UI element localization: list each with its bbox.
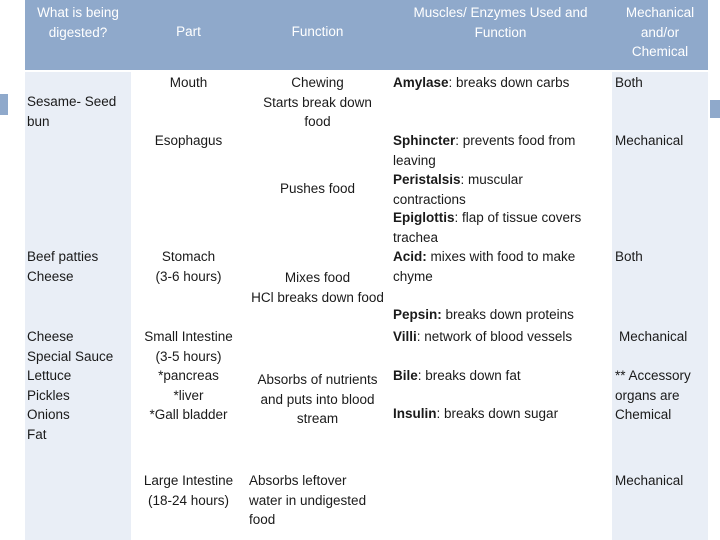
right-edge-marker [710,100,720,118]
insulin-text: : breaks down sugar [436,406,559,421]
part-large-intestine [131,471,246,510]
sphincter-label: Sphincter [393,133,456,148]
function-mixes-food: Mixes food [284,270,351,285]
food-beef-patties: Beef patties [27,249,99,264]
function-water-undigested: water in undigested [249,492,367,508]
part-small-intestine-time: (3-5 hours) [155,348,222,364]
food-onions: Onions [27,407,70,422]
acid-label: Acid: [393,249,427,264]
epiglottis-label: Epiglottis [393,210,455,225]
header-mech [612,0,708,70]
part-small-intestine [131,327,246,425]
part-liver: *liver [173,387,204,403]
bile-label: Bile [393,368,418,383]
food-cheese-2: Cheese [27,329,74,344]
part-esophagus [131,131,246,151]
header-part-text: Part [176,24,201,39]
function-small-intestine [246,370,389,429]
part-stomach [131,247,246,286]
enzyme-peristalsis [393,170,563,209]
mech-small-intestine-text: Mechanical [619,329,688,344]
bile-text: : breaks down fat [417,368,521,383]
mech-accessory-organs [615,366,707,425]
function-absorbs-leftover: Absorbs leftover [249,473,347,488]
mech-esophagus [615,131,707,151]
enzyme-acid [393,247,609,286]
function-mouth [246,73,389,132]
mech-mouth [615,73,707,93]
enzyme-epiglottis [393,208,609,247]
part-stomach-time: (3-6 hours) [155,268,222,284]
function-pushes-food: Pushes food [279,181,356,196]
amylase-text: : breaks down carbs [448,75,570,90]
function-chewing: Chewing [291,75,344,90]
peristalsis-label: Peristalsis [393,172,461,187]
villi-label: Villi [393,329,417,344]
function-esophagus [246,179,389,199]
enzyme-bile [393,366,609,386]
food-lettuce: Lettuce [27,368,72,383]
mech-mouth-text: Both [615,75,643,90]
header-part [131,0,246,70]
enzyme-insulin [393,404,609,424]
enzyme-amylase [393,73,609,93]
left-edge-marker [0,94,8,115]
food-special-sauce: Special Sauce [27,348,114,364]
part-gall-bladder: *Gall bladder [149,407,228,422]
sphincter-text: : prevents food from leaving [393,133,576,168]
pepsin-label: Pepsin: [393,307,442,322]
part-large-intestine-name: Large Intestine [143,473,234,488]
function-puts-into-blood: and puts into blood [260,391,375,407]
part-small-intestine-name: Small Intestine [144,329,233,344]
insulin-label: Insulin [393,406,437,421]
part-mouth [131,73,246,93]
villi-text: : network of blood vessels [416,329,573,344]
header-muscles [389,0,612,70]
header-what-text: What is being digested? [37,5,119,40]
function-large-intestine [249,471,389,530]
food-fat: Fat [27,426,47,442]
header-mech-text: Mechanical and/or Chemical [625,5,695,59]
function-absorbs-nutrients: Absorbs of nutrients [257,372,378,387]
food-sesame-seed-bun [27,92,137,131]
mech-stomach-text: Both [615,249,643,264]
food-pickles: Pickles [27,387,70,403]
enzyme-villi [393,327,609,347]
food-beef-cheese [27,247,131,286]
mech-large-intestine [615,471,707,491]
mech-small-intestine [619,327,707,347]
part-mouth-text: Mouth [169,75,208,90]
food-cheese-1: Cheese [27,268,74,284]
amylase-label: Amylase [393,75,449,90]
header-function [246,0,389,70]
acid-text: mixes with food to make chyme [393,249,576,284]
food-burger-toppings [27,327,131,444]
epiglottis-text: : flap of tissue covers trachea [393,210,582,245]
function-stream: stream [296,411,339,426]
mech-accessory: ** Accessory [615,368,691,383]
mech-large-intestine-text: Mechanical [615,473,684,488]
part-large-intestine-time: (18-24 hours) [147,492,230,508]
mech-chemical: Chemical [615,407,672,422]
header-muscles-text: Muscles/ Enzymes Used and Function [413,5,588,40]
function-food-2: food [249,512,276,527]
peristalsis-text: : muscular contractions [393,172,523,207]
function-stomach [246,268,389,307]
function-food: food [304,114,331,129]
part-pancreas: *pancreas [158,368,219,383]
food-sesame-seed-bun-text: Sesame- Seed bun [27,94,117,129]
mech-esophagus-text: Mechanical [615,133,684,148]
food-column-bg [25,72,131,540]
function-starts-break-down: Starts break down [263,94,372,110]
mech-stomach [615,247,707,267]
mech-organs-are: organs are [615,387,680,403]
pepsin-text: breaks down proteins [441,307,574,322]
enzyme-sphincter [393,131,593,170]
enzyme-pepsin [393,305,609,325]
header-what [25,0,131,70]
header-function-text: Function [291,24,344,39]
function-hcl: HCl breaks down food [251,289,384,305]
part-esophagus-text: Esophagus [154,133,223,148]
part-stomach-name: Stomach [161,249,216,264]
